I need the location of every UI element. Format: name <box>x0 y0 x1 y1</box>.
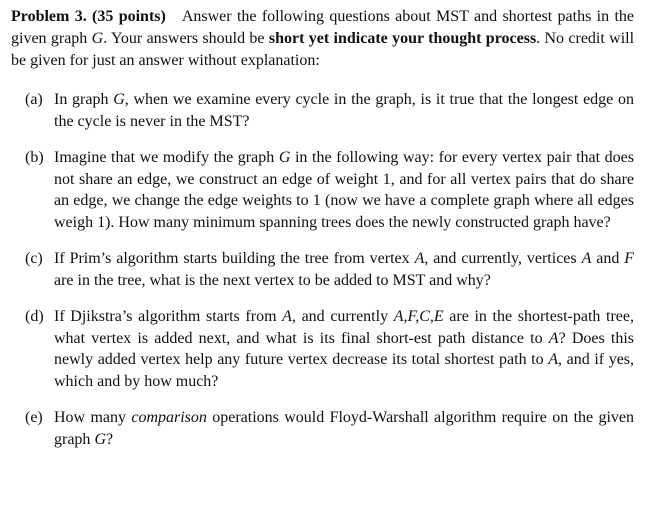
question-label: (b) <box>25 149 44 166</box>
math-symbol: A <box>548 351 559 368</box>
math-symbol: A <box>581 250 592 267</box>
math-symbol: A,F,C,E <box>393 308 444 325</box>
question-a <box>11 89 634 132</box>
question-text: If Prim’s algorithm starts building the tree from vertex <box>54 250 410 267</box>
question-e <box>11 407 634 450</box>
question-label: (a) <box>25 91 43 108</box>
intro-text-1: Answer the following questions about MST and shortest paths in the given graph <box>11 8 634 47</box>
emphasized-word: comparison <box>131 409 207 426</box>
question-text: , when we examine every cycle in the graph, is it true that the longest edge on the cycle is never in the MST? <box>54 91 635 130</box>
math-symbol: F <box>624 250 635 267</box>
math-symbol: A <box>548 329 559 347</box>
math-symbol: G <box>278 149 291 166</box>
problem-title: Problem 3. (35 points) <box>11 8 166 25</box>
question-text: in the following way: for every vertex pair that does not share an edge, we construct an edge of weight 1, and for all vertex pairs that do share an edge, we change the edge weights to 1 (now we have a complete graph where all edges weigh 1). How many minimum spanning trees does the newly constructed graph have? <box>54 149 634 231</box>
intro-bold-text: short yet indicate your thought process <box>268 30 537 47</box>
question-label: (e) <box>25 409 43 426</box>
question-text: , and currently <box>291 308 389 325</box>
question-text: , and if yes, which and by how much? <box>54 351 635 390</box>
question-text: are in the shortest-path tree, what vertex is added next, and what is its final short-est path distance to <box>54 308 634 347</box>
intro-graph-symbol: G <box>91 30 104 47</box>
question-b <box>11 147 634 233</box>
question-text: How many <box>54 409 126 426</box>
question-text: are in the tree, what is the next vertex to be added to MST and why? <box>54 271 491 289</box>
question-d <box>11 306 634 392</box>
math-symbol: A <box>282 308 292 325</box>
question-text: Imagine that we modify the graph <box>54 149 275 166</box>
math-symbol: G <box>94 430 106 448</box>
question-text: and <box>596 250 620 267</box>
math-symbol: G <box>113 91 125 108</box>
question-text: operations would Floyd-Warshall algorithm require on the given graph <box>54 409 635 448</box>
question-text: , and currently, vertices <box>424 250 577 267</box>
question-label: (c) <box>25 250 43 267</box>
math-symbol: A <box>414 250 425 267</box>
question-c <box>11 248 634 291</box>
intro-text-2: . Your answers should be <box>103 30 265 47</box>
problem-intro <box>11 6 634 72</box>
question-text: If Djikstra’s algorithm starts from <box>54 308 277 325</box>
question-label: (d) <box>25 308 44 325</box>
intro-text-3: . No credit will be given for just an answer without explanation: <box>11 30 635 69</box>
question-list <box>11 89 634 450</box>
question-text: ? Does this newly added vertex help any future vertex decrease its total shortest path to <box>54 329 635 368</box>
question-text: In graph <box>54 91 109 108</box>
question-text: ? <box>106 430 114 448</box>
